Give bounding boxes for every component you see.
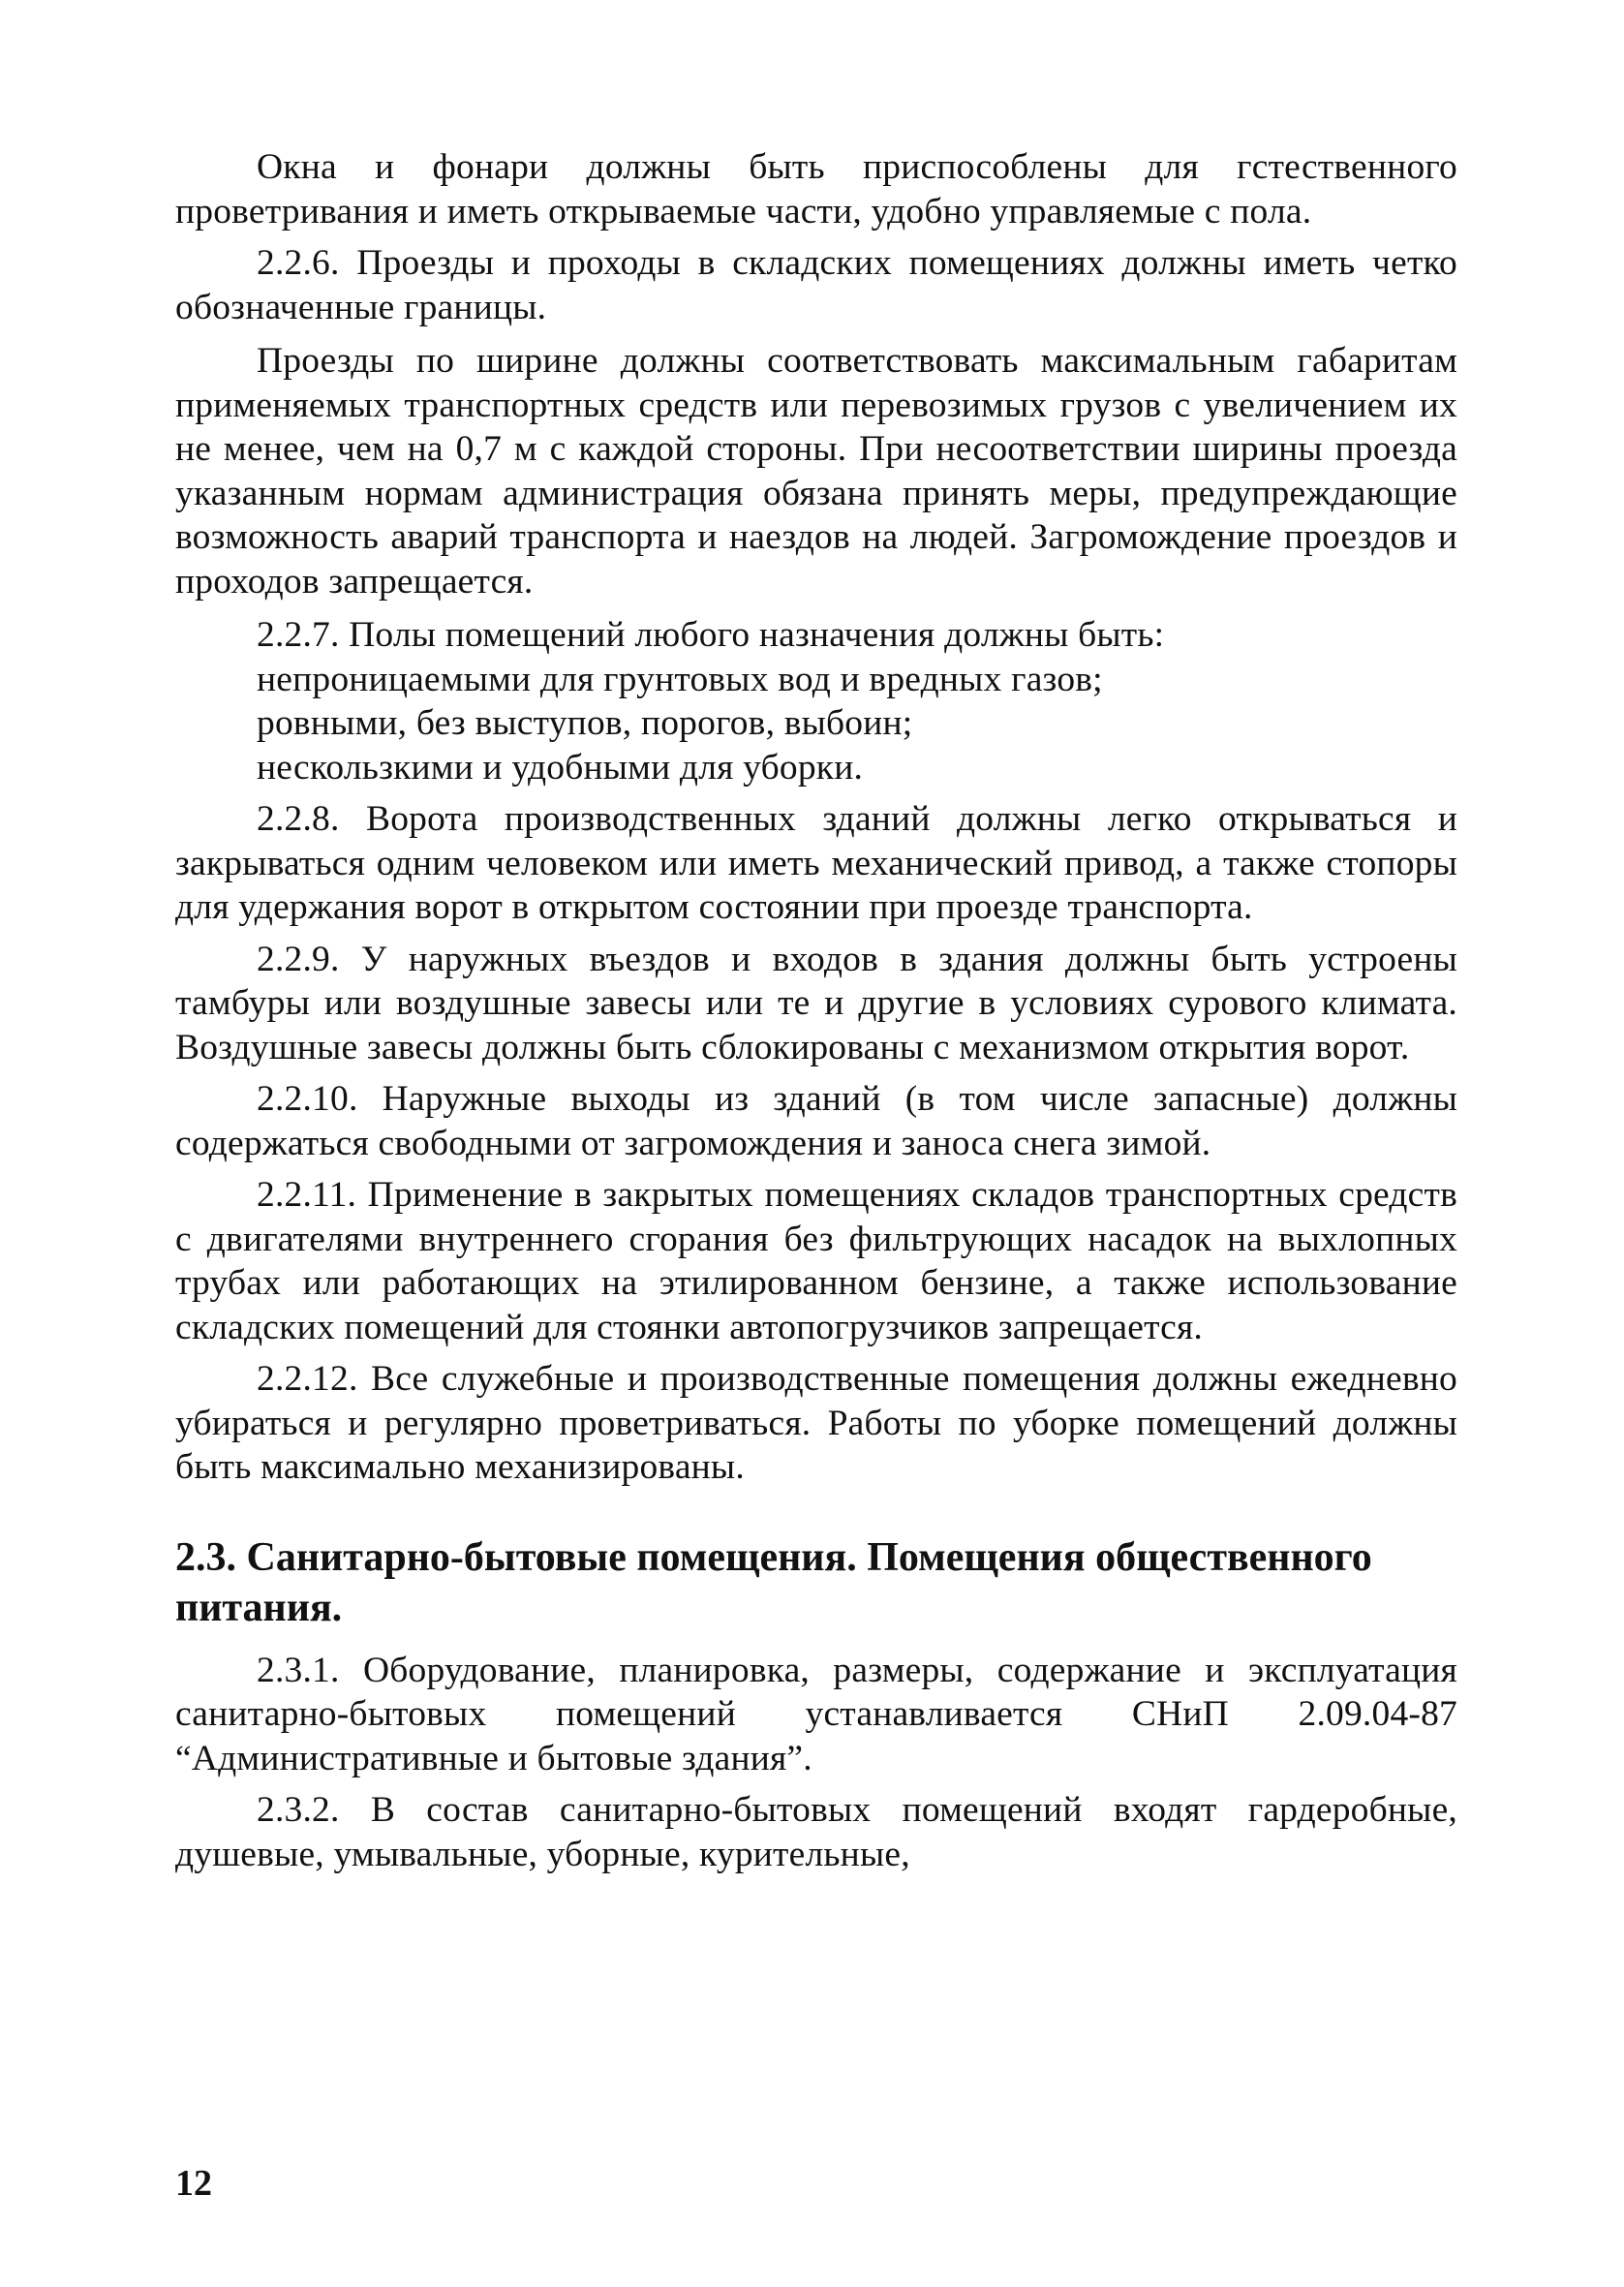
floor-requirement-non-slip: нескользкими и удобными для уборки. <box>257 747 864 788</box>
paragraph-2-2-12: 2.2.12. Все служебные и производственные помещения должны ежедневно убираться и регулярно проветриваться. Работы по уборке помещений должны быть максимально механизированы. <box>175 1359 1457 1487</box>
paragraph-2-2-9: 2.2.9. У наружных въездов и входов в здания должны быть устроены тамбуры или воздушные завесы или те и другие в условиях сурового климата. Воздушные завесы должны быть сблокированы с механизмом открытия ворот. <box>175 939 1457 1067</box>
page-number: 12 <box>175 2163 212 2204</box>
paragraph-2-2-6: 2.2.6. Проезды и проходы в складских помещениях должны иметь четко обозначенные границы. <box>175 243 1457 327</box>
paragraph-2-2-8: 2.2.8. Ворота производственных зданий должны легко открываться и закрываться одним человеком или иметь механический привод, а также стопоры для удержания ворот в открытом состоянии при проезде транспорта. <box>175 799 1457 927</box>
paragraph-2-2-10: 2.2.10. Наружные выходы из зданий (в том числе запасные) должны содержаться свободными от загромождения и заноса снега зимой. <box>175 1079 1457 1163</box>
paragraph-2-2-11: 2.2.11. Применение в закрытых помещениях складов транспортных средств с двигателями внутреннего сгорания без фильтрующих насадок на выхлопных трубах или работающих на этилированном бензине, а также использование складских помещений для стоянки автопогрузчиков запрещается. <box>175 1175 1457 1347</box>
section-heading-2-3: 2.3. Санитарно-бытовые помещения. Помещения общественного питания. <box>175 1534 1372 1630</box>
floor-requirement-impermeable: непроницаемыми для грунтовых вод и вредных газов; <box>257 659 1103 699</box>
paragraph-2-3-2: 2.3.2. В состав санитарно-бытовых помещений входят гардеробные, душевые, умывальные, уборные, курительные, <box>175 1790 1457 1874</box>
paragraph-windows-ventilation: Окна и фонари должны быть приспособлены для гстественного проветривания и иметь открываемые части, удобно управляемые с пола. <box>175 147 1457 232</box>
document-body <box>175 145 1457 1876</box>
floor-requirement-even: ровными, без выступов, порогов, выбоин; <box>257 703 913 743</box>
paragraph-driveway-width: Проезды по ширине должны соответствовать максимальным габаритам применяемых транспортных средств или перевозимых грузов с увеличением их не менее, чем на 0,7 м с каждой стороны. При несоответствии ширины проезда указанным нормам администрация обязана принять меры, предупреждающие возможность аварий транспорта и наездов на людей. Загромождение проездов и проходов запрещается. <box>175 341 1457 602</box>
paragraph-2-2-7: 2.2.7. Полы помещений любого назначения должны быть: <box>257 615 1165 655</box>
paragraph-2-3-1: 2.3.1. Оборудование, планировка, размеры, содержание и эксплуатация санитарно-бытовых помещений устанавливается СНиП 2.09.04-87 “Административные и бытовые здания”. <box>175 1650 1457 1778</box>
